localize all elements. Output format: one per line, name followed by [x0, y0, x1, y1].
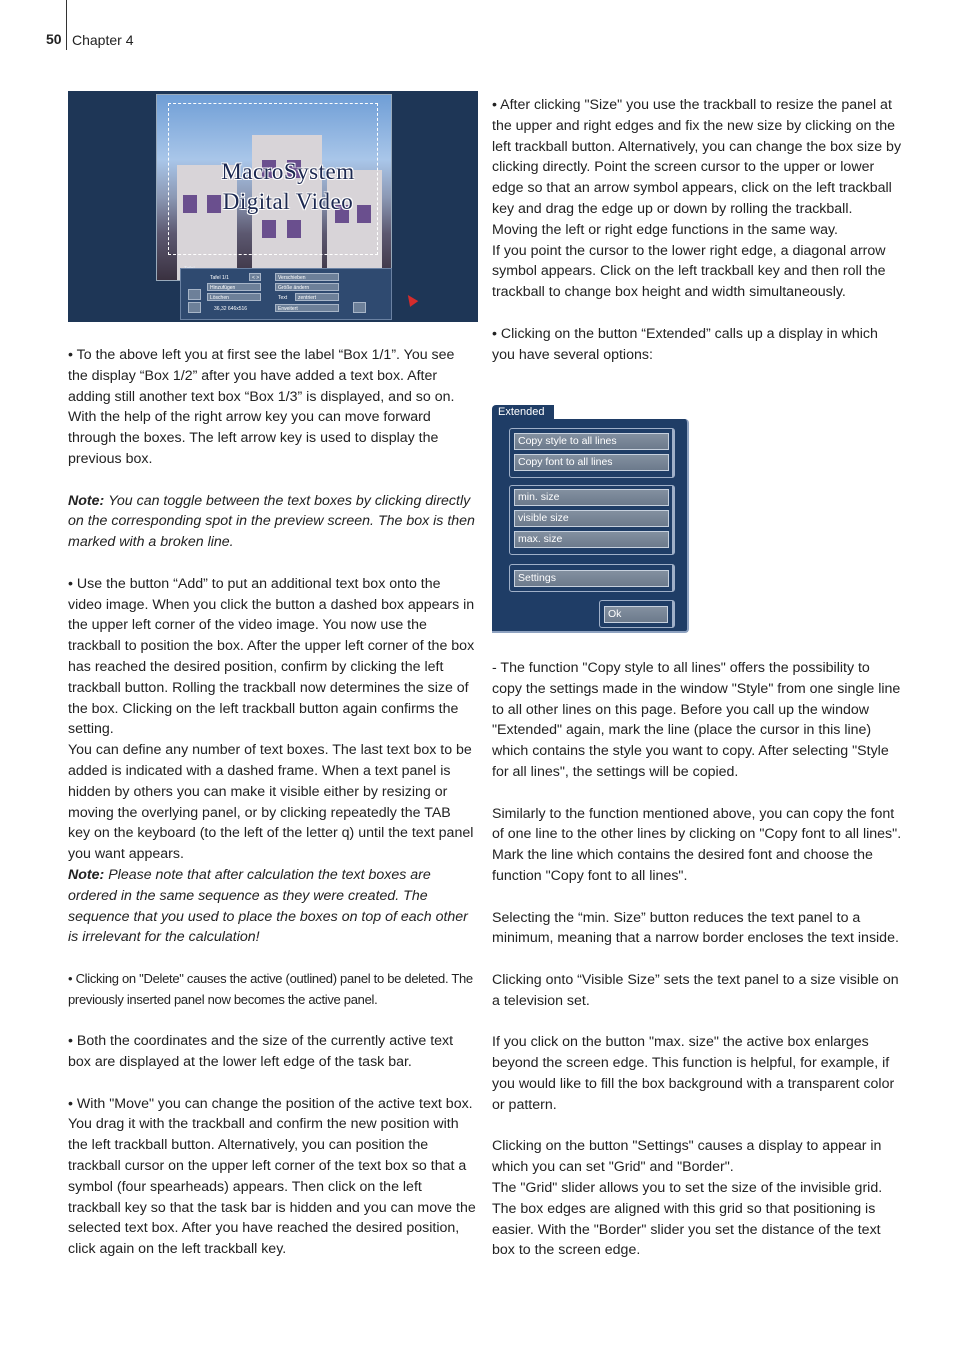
box-arrows[interactable]: < > — [249, 273, 261, 281]
preview-title: MacroSystem Digital Video — [221, 159, 355, 214]
text-label: Text — [275, 293, 295, 301]
extended-button[interactable]: Erweitert — [275, 304, 339, 312]
max-size-button[interactable]: max. size — [514, 531, 669, 548]
paragraph-copy-font: Similarly to the function mentioned above, you can copy the font of one line to the other lines by clicking on "Copy font to all lines". Mark the line which contains the desired font and choose the function "Copy font to all lines". — [492, 805, 902, 884]
left-column — [68, 345, 476, 1260]
paragraph-min-size: Selecting the “min. Size” button reduces the text panel to a minimum, meaning that a narrow border encloses the text inside. — [492, 909, 899, 947]
settings-group — [509, 564, 675, 592]
side-icon-top[interactable] — [188, 289, 201, 300]
paragraph-define-boxes: You can define any number of text boxes. The last text box to be added is indicated with a dashed frame. When a text panel is hidden by others you can make it visible either by resizing or moving the overlying panel, or by clicking repeatedly the TAB key on the keyboard (to the left of the letter q) until the text panel you want appears. — [68, 742, 474, 863]
right-column-top — [492, 95, 902, 365]
resize-button[interactable]: Größe ändern — [275, 283, 339, 291]
add-button[interactable]: Hinzufügen — [207, 283, 261, 291]
taskbar — [180, 268, 392, 320]
paragraph-grid: The "Grid" slider allows you to set the size of the invisible grid. The box edges are aligned with this grid so that positioning is easier. With the "Border" slider you set the distance of the text box to the screen edge. — [492, 1179, 883, 1259]
header-rule — [66, 0, 67, 50]
t-icon[interactable] — [353, 302, 366, 313]
visible-size-button[interactable]: visible size — [514, 510, 669, 527]
paragraph-extended: • Clicking on the button “Extended” calls up a display in which you have several options: — [492, 325, 878, 363]
extended-dialog-title: Extended — [492, 405, 554, 420]
extended-dialog-body — [492, 419, 689, 633]
note-order: Note: Please note that after calculation the text boxes are ordered in the same sequence as they were created. The sequence that you used to place the boxes on top of each other is irrelevant for the calculation! — [68, 866, 468, 946]
ok-button[interactable]: Ok — [604, 606, 668, 623]
paragraph-copy-style: - The function "Copy style to all lines" offers the possibility to copy the settings made in the window "Style" from one single line to all other lines on this page. Before you call up the window "Extended" again, mark the line (place the cursor in this line) which contains the style you want to copy. After selecting "Style for all lines", the settings will be copied. — [492, 660, 901, 780]
copy-group — [509, 428, 675, 478]
page-number: 50 — [46, 31, 62, 47]
coordinates-readout: 36,32 646x516 — [211, 304, 261, 312]
ok-group — [599, 600, 675, 628]
text-panel-screenshot — [68, 91, 478, 322]
settings-button[interactable]: Settings — [514, 570, 669, 587]
paragraph-size: • After clicking "Size" you use the trackball to resize the panel at the upper and right edges and fix the new size by clicking on the left trackball button. Alternatively, you can change the box size by clicking directly. Point the screen cursor to the upper or lower edge so that an arrow symbol appears, click on the left trackball key and drag the edge up or down by rolling the trackball. Moving the left or right edge functions in the same way. — [492, 97, 902, 238]
size-group — [509, 485, 675, 555]
delete-button[interactable]: Löschen — [207, 293, 261, 301]
paragraph-coordinates: • Both the coordinates and the size of the currently active text box are displayed at the lower left edge of the task bar. — [68, 1033, 454, 1071]
paragraph-visible-size: Clicking onto “Visible Size” sets the text panel to a size visible on a television set. — [492, 971, 899, 1009]
paragraph-settings: Clicking on the button "Settings" causes a display to appear in which you can set "Grid" and "Border". — [492, 1138, 882, 1176]
paragraph-delete: • Clicking on "Delete" causes the active (outlined) panel to be deleted. The previously inserted panel now becomes the active panel. — [68, 970, 473, 1007]
copy-font-button[interactable]: Copy font to all lines — [514, 454, 669, 471]
extended-dialog — [492, 405, 689, 633]
pointer-cursor-icon — [404, 292, 419, 307]
paragraph-add: • Use the button “Add” to put an additional text box onto the video image. When you click the button a dashed box appears in the upper left corner of the video image. You now use the trackball to position the box. After the upper left corner of the box has reached the desired position, confirm by clicking the left trackball button. Rolling the trackball now determines the size of the box. Clicking on the left trackball button again confirms the setting. — [68, 575, 475, 738]
note-toggle: Note: You can toggle between the text boxes by clicking directly on the corresponding spot in the preview screen. The box is then marked with a broken line. — [68, 492, 475, 551]
paragraph-box-label: • To the above left you at first see the label “Box 1/1”. You see the display “Box 1/2” after you have added a text box. After adding still another text box “Box 1/3” is displayed, and so on. With the help of the right arrow key you can move forward through the boxes. The left arrow key is used to display the previous box. — [68, 347, 455, 467]
text-align-select[interactable]: zentriert — [295, 293, 339, 301]
side-icon-bottom[interactable] — [188, 302, 201, 313]
box-counter: Tafel 1/1 — [207, 273, 249, 281]
right-column-bottom — [492, 658, 902, 1261]
paragraph-max-size: If you click on the button "max. size" the active box enlarges beyond the screen edge. This function is helpful, for example, if you would like to fill the box background with a transparent color or pattern. — [492, 1034, 895, 1113]
paragraph-move: • With "Move" you can change the position of the active text box. You drag it with the trackball and confirm the new position with the left trackball button. Alternatively, you can position the trackball cursor on the upper left corner of the text box so that a symbol (four spearheads) appears. Then click on the left trackball key so that the task bar is hidden and you can move the selected text box. After you have reached the desired position, click again on the left trackball key. — [68, 1095, 476, 1258]
chapter-label: Chapter 4 — [72, 32, 134, 48]
move-button[interactable]: Verschieben — [275, 273, 339, 281]
min-size-button[interactable]: min. size — [514, 489, 669, 506]
copy-style-button[interactable]: Copy style to all lines — [514, 433, 669, 450]
paragraph-diagonal: If you point the cursor to the lower right edge, a diagonal arrow symbol appears. Click on the left trackball key and then roll the trackball to change box height and width simultaneously. — [492, 242, 886, 301]
